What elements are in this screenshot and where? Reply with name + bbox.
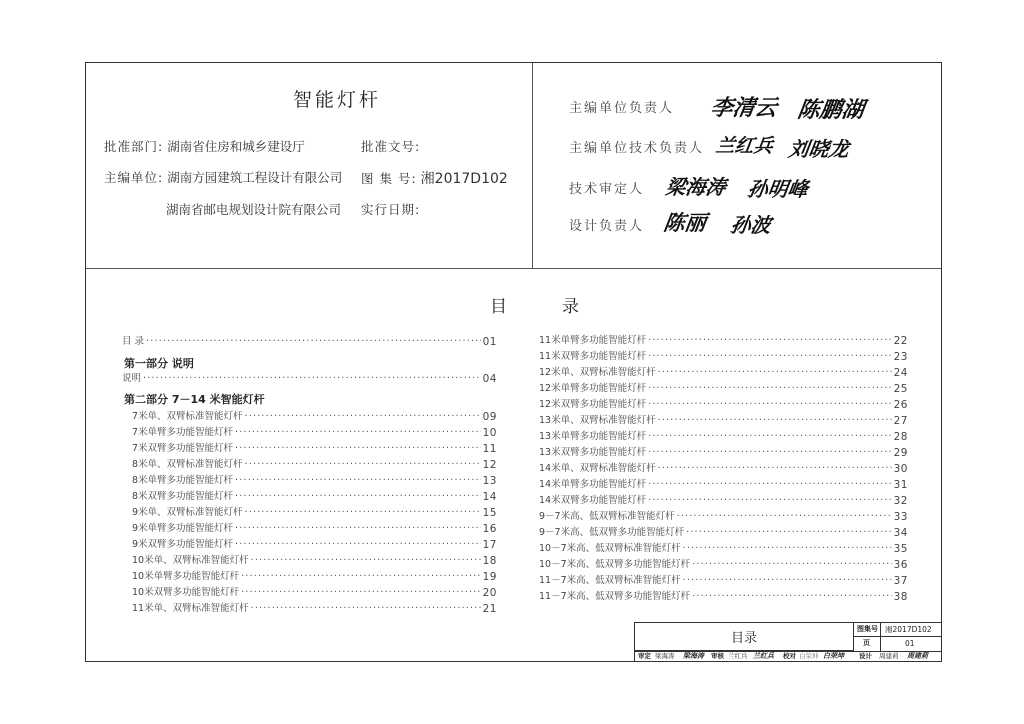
- toc-item[interactable]: 8米双臂多功能智能灯杆 ····· 14: [132, 490, 497, 504]
- toc-item[interactable]: 10米单臂多功能智能灯杆 ····· 19: [132, 570, 497, 584]
- toc-section-heading: 第一部分 说明: [124, 357, 194, 370]
- toc-item[interactable]: 11－7米高、低双臂标准智能灯杆 ····· 37: [539, 574, 908, 588]
- page-label: 页: [863, 639, 870, 647]
- signature-name: 刘晓龙: [787, 137, 851, 161]
- toc-item[interactable]: 13米双臂多功能智能灯杆 ····· 29: [539, 446, 908, 460]
- toc-item[interactable]: 9米单、双臂标准智能灯杆 ····· 15: [132, 506, 497, 520]
- signature-row: [569, 215, 644, 234]
- impl-date-label: 实行日期:: [361, 202, 421, 217]
- proof-signature: 白荣坤: [823, 651, 844, 660]
- check-signature: 兰红兵: [753, 651, 774, 660]
- toc-item[interactable]: 11米单、双臂标准智能灯杆 ····· 21: [132, 602, 497, 616]
- proof-label: 校对: [783, 652, 796, 660]
- header-divider: [86, 268, 941, 269]
- toc-item[interactable]: 11米双臂多功能智能灯杆 ····· 23: [539, 350, 908, 364]
- editor-unit-2: 湖南省邮电规划设计院有限公司: [166, 202, 342, 217]
- toc-item[interactable]: 7米单臂多功能智能灯杆 ····· 10: [132, 426, 497, 440]
- toc-item[interactable]: 9－7米高、低双臂多功能智能灯杆 ····· 34: [539, 526, 908, 540]
- check-name: 兰红兵: [728, 652, 748, 660]
- toc-title-char-2: 录: [562, 297, 582, 317]
- toc-item[interactable]: 10米双臂多功能智能灯杆 ····· 20: [132, 586, 497, 600]
- toc-item[interactable]: 14米单臂多功能智能灯杆 ····· 31: [539, 478, 908, 492]
- toc-section-heading: 第二部分 7－14 米智能灯杆: [124, 393, 265, 406]
- approval-doc-label: 批准文号:: [361, 139, 421, 154]
- signature-role: 技术审定人: [569, 182, 645, 197]
- editor-unit-row: [104, 168, 342, 186]
- toc-item[interactable]: 13米单臂多功能智能灯杆 ····· 28: [539, 430, 908, 444]
- atlas-no-label: 图 集 号:: [361, 171, 417, 186]
- design-name: 周建莉: [879, 652, 899, 660]
- review-label: 审定: [638, 652, 651, 660]
- signature-name: 李清云: [708, 95, 779, 121]
- toc-item[interactable]: 8米单、双臂标准智能灯杆 ····· 12: [132, 458, 497, 472]
- toc-item[interactable]: 14米单、双臂标准智能灯杆 ····· 30: [539, 462, 908, 476]
- toc-item[interactable]: 9米单臂多功能智能灯杆 ····· 16: [132, 522, 497, 536]
- review-name: 梁海涛: [655, 652, 675, 660]
- toc-item[interactable]: 13米单、双臂标准智能灯杆 ····· 27: [539, 414, 908, 428]
- approval-dept-value: 湖南省住房和城乡建设厅: [167, 139, 305, 154]
- toc-item[interactable]: 目 录 ····· 01: [122, 335, 497, 349]
- toc-item[interactable]: 11米单臂多功能智能灯杆 ····· 22: [539, 334, 908, 348]
- atlas-no-value: 湘2017D102: [885, 625, 932, 634]
- signature-row: [569, 97, 674, 116]
- check-label: 审核: [711, 652, 724, 660]
- editor-unit-2-row: [166, 200, 341, 218]
- atlas-no-label: 图集号: [857, 625, 878, 633]
- signature-name: 孙明峰: [746, 177, 810, 201]
- toc-item[interactable]: 7米单、双臂标准智能灯杆 ····· 09: [132, 410, 497, 424]
- signature-name: 梁海涛: [664, 175, 728, 199]
- toc-item[interactable]: 8米单臂多功能智能灯杆 ····· 13: [132, 474, 497, 488]
- atlas-title: 智能灯杆: [293, 89, 382, 111]
- impl-date-row: [361, 200, 420, 218]
- page-value: 01: [905, 639, 915, 648]
- atlas-no-value: 湘2017D102: [420, 171, 508, 187]
- toc-item[interactable]: 12米单臂多功能智能灯杆 ····· 25: [539, 382, 908, 396]
- signoff-row: [635, 651, 941, 661]
- design-label: 设计: [859, 652, 872, 660]
- signature-name: 孙波: [729, 213, 773, 237]
- toc-item[interactable]: 9－7米高、低双臂标准智能灯杆 ····· 33: [539, 510, 908, 524]
- toc-item[interactable]: 10米单、双臂标准智能灯杆 ····· 18: [132, 554, 497, 568]
- proof-name: 白荣坤: [799, 652, 819, 660]
- review-signature: 梁海涛: [683, 651, 704, 660]
- approval-dept-row: [104, 137, 305, 155]
- signature-role: 主编单位负责人: [569, 101, 675, 116]
- toc-item[interactable]: 10－7米高、低双臂多功能智能灯杆 ····· 36: [539, 558, 908, 572]
- design-signature: 周建莉: [907, 651, 928, 660]
- toc-item[interactable]: 14米双臂多功能智能灯杆 ····· 32: [539, 494, 908, 508]
- toc-item[interactable]: 9米双臂多功能智能灯杆 ····· 17: [132, 538, 497, 552]
- signature-role: 设计负责人: [569, 219, 645, 234]
- editor-unit-1: 湖南方园建筑工程设计有限公司: [167, 170, 343, 185]
- atlas-no-row: [361, 168, 508, 188]
- toc-item[interactable]: 7米双臂多功能智能灯杆 ····· 11: [132, 442, 497, 456]
- signature-row: [569, 178, 644, 197]
- editor-unit-label: 主编单位:: [104, 170, 164, 185]
- signature-row: [569, 137, 704, 156]
- approval-doc-row: [361, 137, 420, 155]
- toc-item[interactable]: 12米单、双臂标准智能灯杆 ····· 24: [539, 366, 908, 380]
- title-block-name: 目录: [635, 623, 854, 651]
- toc-item[interactable]: 说明 ····· 04: [122, 372, 497, 386]
- title-block: [634, 622, 942, 662]
- header-vertical-divider: [532, 63, 533, 268]
- toc-item[interactable]: 10－7米高、低双臂标准智能灯杆 ····· 35: [539, 542, 908, 556]
- approval-dept-label: 批准部门:: [104, 139, 164, 154]
- signature-role: 主编单位技术负责人: [569, 141, 705, 156]
- signature-name: 陈丽: [662, 210, 708, 235]
- toc-title: [490, 292, 582, 317]
- toc-title-char-1: 目: [490, 297, 510, 317]
- drawing-frame: [85, 62, 942, 662]
- toc-item[interactable]: 12米双臂多功能智能灯杆 ····· 26: [539, 398, 908, 412]
- toc-item[interactable]: 11－7米高、低双臂多功能智能灯杆 ····· 38: [539, 590, 908, 604]
- signature-name: 陈鹏湖: [795, 97, 866, 123]
- signature-name: 兰红兵: [714, 135, 775, 157]
